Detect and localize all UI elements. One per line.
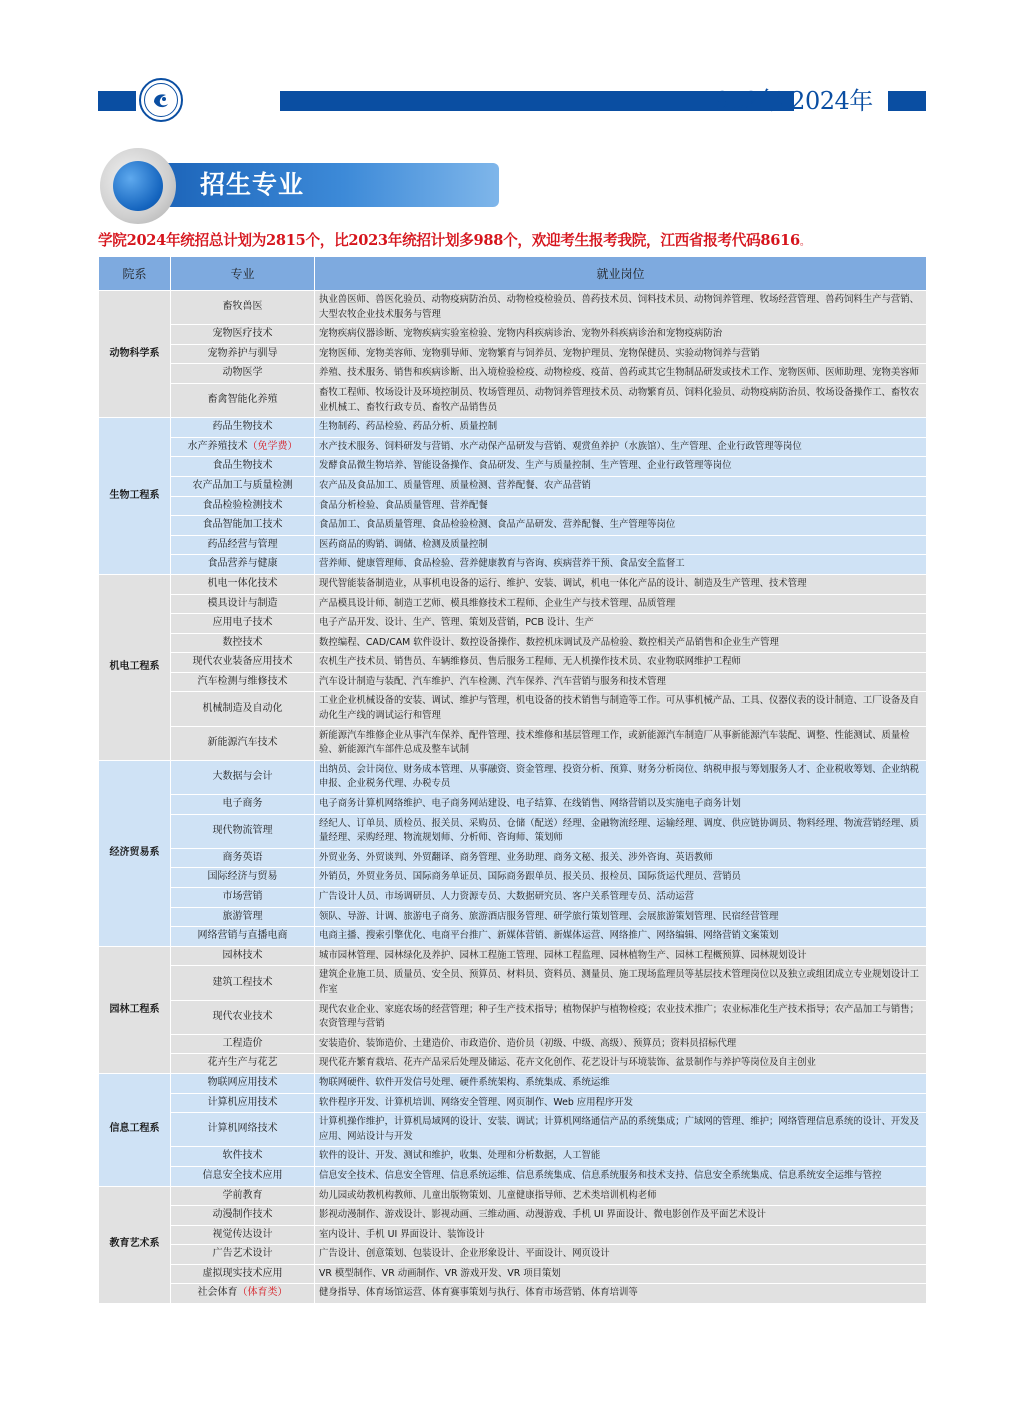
- table-body: [99, 291, 927, 1304]
- major-name: 商务英语: [222, 851, 263, 863]
- major-name: 畜禽智能化养殖: [207, 394, 278, 406]
- table-row: [99, 594, 927, 614]
- jobs-cell: 工业企业机械设备的安装、调试、维护与管理，机电设备的技术销售与制造等工作。可从事机械产品、工具、仪器仪表的设计制造、工厂设备及自动化生产线的调试运行和管理: [315, 692, 927, 726]
- jobs-cell: 信息安全技术、信息安全管理、信息系统运维、信息系统集成、信息系统服务和技术支持、信息安全系统集成、信息系统安全运维与管控: [315, 1166, 927, 1186]
- jobs-cell: 食品分析检验、食品质量管理、营养配餐: [315, 496, 927, 516]
- major-name: 花卉生产与花艺: [207, 1057, 278, 1069]
- table-row: [99, 1073, 927, 1093]
- major-cell: [171, 795, 315, 815]
- jobs-cell: 营养师、健康管理师、食品检验、营养健康教育与咨询、疾病营养干预、食品安全监督工: [315, 555, 927, 575]
- major-cell: [171, 726, 315, 760]
- logo-emblem-icon: [148, 87, 174, 113]
- major-cell: [171, 535, 315, 555]
- table-row: [99, 418, 927, 438]
- major-name: 宠物医疗技术: [212, 328, 273, 340]
- dept-cell: 生物工程系: [99, 418, 171, 575]
- jobs-cell: 广告设计、创意策划、包装设计、企业形象设计、平面设计、网页设计: [315, 1245, 927, 1265]
- section-title: 招生专业: [200, 170, 305, 199]
- major-cell: [171, 966, 315, 1000]
- major-cell: [171, 814, 315, 848]
- table-header-row: [99, 257, 927, 291]
- major-name: 宠物养护与驯导: [207, 347, 278, 359]
- table-row: [99, 1284, 927, 1304]
- table-row: [99, 927, 927, 947]
- table-row: [99, 633, 927, 653]
- header-bar-left: [98, 91, 136, 111]
- major-cell: [171, 1166, 315, 1186]
- major-cell: [171, 1284, 315, 1304]
- table-row: [99, 726, 927, 760]
- major-cell: [171, 1206, 315, 1226]
- jobs-cell: 电子产品开发、设计、生产、管理、策划及营销，PCB 设计、生产: [315, 614, 927, 634]
- major-note: （免学费）: [247, 440, 298, 452]
- major-cell: [171, 555, 315, 575]
- header-major: 专业: [171, 257, 315, 291]
- table-row: [99, 1186, 927, 1206]
- table-row: [99, 457, 927, 477]
- jobs-cell: 计算机操作维护，计算机局域网的设计、安装、调试；计算机网络通信产品的系统集成；广域网的管理、维护；网络管理信息系统的设计、开发及应用、网站设计与开发: [315, 1113, 927, 1147]
- jobs-cell: 室内设计、手机 UI 界面设计、装饰设计: [315, 1225, 927, 1245]
- table-row: [99, 325, 927, 345]
- table-row: [99, 1264, 927, 1284]
- major-cell: [171, 868, 315, 888]
- section-dot-icon: [113, 161, 163, 211]
- jobs-cell: 产品模具设计师、制造工艺师、模具维修技术工程师、企业生产与技术管理、品质管理: [315, 594, 927, 614]
- major-name: 模具设计与制造: [207, 597, 278, 609]
- dept-cell: 机电工程系: [99, 574, 171, 760]
- table-row: [99, 574, 927, 594]
- major-name: 食品生物技术: [212, 460, 273, 472]
- intro-text: [98, 229, 926, 253]
- major-cell: [171, 594, 315, 614]
- table-row: [99, 795, 927, 815]
- jobs-cell: 医药商品的购销、调储、检测及质量控制: [315, 535, 927, 555]
- jobs-cell: 执业兽医师、兽医化验员、动物疫病防治员、动物检疫检验员、兽药技术员、饲料技术员、动物饲养管理、牧场经营管理、兽药饲料生产与营销、大型农牧企业技术服务与管理: [315, 291, 927, 325]
- jobs-cell: 数控编程、CAD/CAM 软件设计、数控设备操作、数控机床调试及产品检验、数控相关产品销售和企业生产管理: [315, 633, 927, 653]
- major-name: 机电一体化技术: [207, 577, 278, 589]
- major-name: 社会体育: [197, 1287, 238, 1299]
- jobs-cell: 健身指导、体育场馆运营、体育赛事策划与执行、体育市场营销、体育培训等: [315, 1284, 927, 1304]
- major-name: 药品经营与管理: [207, 538, 278, 550]
- major-cell: [171, 383, 315, 417]
- major-cell: [171, 574, 315, 594]
- major-cell: [171, 633, 315, 653]
- jobs-cell: 物联网硬件、软件开发信号处理、硬件系统架构、系统集成、系统运维: [315, 1073, 927, 1093]
- table-row: [99, 888, 927, 908]
- jobs-cell: 建筑企业施工员、质量员、安全员、预算员、材料员、资料员、测量员、施工现场监理员等基层技术管理岗位以及独立或组团成立专业规划设计工作室: [315, 966, 927, 1000]
- table-row: [99, 966, 927, 1000]
- table-row: [99, 907, 927, 927]
- major-name: 市场营销: [222, 891, 263, 902]
- major-name: 动物医学: [222, 367, 263, 379]
- major-cell: [171, 760, 315, 794]
- major-cell: [171, 344, 315, 364]
- table-row: [99, 516, 927, 536]
- major-cell: [171, 1093, 315, 1113]
- major-name: 园林技术: [222, 949, 263, 961]
- jobs-cell: 生物制药、药品检验、药品分析、质量控制: [315, 418, 927, 438]
- major-cell: [171, 325, 315, 345]
- major-cell: [171, 496, 315, 516]
- table-row: [99, 1166, 927, 1186]
- logo-inner-ring: [144, 83, 178, 117]
- major-cell: [171, 1073, 315, 1093]
- jobs-cell: 出纳员、会计岗位、财务成本管理、从事融资、资金管理、投资分析、预算、财务分析岗位、纳税申报与筹划服务人才、企业税收筹划、企业纳税申报、企业税务代理、办税专员: [315, 760, 927, 794]
- jobs-cell: 畜牧工程师、牧场设计及环境控制员、牧场管理员、动物饲养管理技术员、动物繁育员、饲料化验员、动物疫病防治员、牧场设备操作工、畜牧农业机械工、畜牧行政专员、畜牧产品销售员: [315, 383, 927, 417]
- major-name: 应用电子技术: [212, 617, 273, 629]
- jobs-cell: 软件程序开发、计算机培训、网络安全管理、网页制作、Web 应用程序开发: [315, 1093, 927, 1113]
- intro-tail: 。: [799, 237, 810, 248]
- jobs-cell: VR 模型制作、VR 动画制作、VR 游戏开发、VR 项目策划: [315, 1264, 927, 1284]
- major-name: 药品生物技术: [212, 421, 273, 433]
- major-cell: [171, 907, 315, 927]
- table-row: [99, 1093, 927, 1113]
- jobs-cell: 现代花卉繁育栽培、花卉产品采后处理及储运、花卉文化创作、花艺设计与环境装饰、盆景制作与养护等岗位及自主创业: [315, 1054, 927, 1074]
- jobs-cell: 领队、导游、计调、旅游电子商务、旅游酒店服务管理、研学旅行策划管理、会展旅游策划管理、民宿经营管理: [315, 907, 927, 927]
- major-name: 食品智能加工技术: [202, 519, 283, 531]
- jobs-cell: 宠物医师、宠物美容师、宠物驯导师、宠物繁育与饲养员、宠物护理员、宠物保健员、实验动物饲养与营销: [315, 344, 927, 364]
- major-cell: [171, 1245, 315, 1265]
- table-row: [99, 535, 927, 555]
- major-cell: [171, 1054, 315, 1074]
- major-name: 食品检验检测技术: [202, 499, 283, 511]
- jobs-cell: 外贸业务、外贸谈判、外贸翻译、商务管理、业务助理、商务文秘、报关、涉外咨询、英语教师: [315, 848, 927, 868]
- major-cell: [171, 1034, 315, 1054]
- year-range: 1952年-2024年: [700, 87, 873, 115]
- major-cell: [171, 1186, 315, 1206]
- major-cell: [171, 457, 315, 477]
- table-row: [99, 496, 927, 516]
- major-cell: [171, 946, 315, 966]
- jobs-cell: 电子商务计算机网络维护、电子商务网站建设、电子结算、在线销售、网络营销以及实施电子商务计划: [315, 795, 927, 815]
- major-name: 畜牧兽医: [222, 301, 263, 313]
- jobs-cell: 新能源汽车维修企业从事汽车保养、配件管理、技术维修和基层管理工作，或新能源汽车制造厂从事新能源汽车装配、调整、性能测试、质量检验、新能源汽车部件总成及整车试制: [315, 726, 927, 760]
- header-jobs: 就业岗位: [315, 257, 927, 291]
- table-row: [99, 692, 927, 726]
- major-name: 广告艺术设计: [212, 1248, 273, 1260]
- dept-cell: 教育艺术系: [99, 1186, 171, 1304]
- major-name: 计算机网络技术: [207, 1123, 278, 1135]
- major-name: 新能源汽车技术: [207, 736, 278, 748]
- major-name: 国际经济与贸易: [207, 871, 278, 883]
- major-name: 旅游管理: [222, 910, 263, 922]
- table-row: [99, 1225, 927, 1245]
- table-row: [99, 672, 927, 692]
- major-name: 动漫制作技术: [212, 1209, 273, 1221]
- table-row: [99, 1206, 927, 1226]
- jobs-cell: 宠物疾病仪器诊断、宠物疾病实验室检验、宠物内科疾病诊治、宠物外科疾病诊治和宠物疫病防治: [315, 325, 927, 345]
- table-row: [99, 555, 927, 575]
- dept-cell: 园林工程系: [99, 946, 171, 1073]
- major-cell: [171, 1000, 315, 1034]
- major-name: 计算机应用技术: [207, 1096, 278, 1108]
- major-cell: [171, 1113, 315, 1147]
- jobs-cell: 影视动漫制作、游戏设计、影视动画、三维动画、动漫游戏、手机 UI 界面设计、微电影创作及平面艺术设计: [315, 1206, 927, 1226]
- major-cell: [171, 927, 315, 947]
- table-row: [99, 364, 927, 384]
- major-name: 大数据与会计: [212, 771, 273, 783]
- table-row: [99, 1000, 927, 1034]
- jobs-cell: 汽车设计制造与装配、汽车维护、汽车检测、汽车保养、汽车营销与服务和技术管理: [315, 672, 927, 692]
- major-name: 现代农业技术: [212, 1010, 273, 1022]
- jobs-cell: 水产技术服务、饲料研发与营销、水产动保产品研发与营销、观赏鱼养护（水族馆）、生产管理、企业行政管理等岗位: [315, 437, 927, 457]
- major-name: 软件技术: [222, 1150, 263, 1162]
- major-cell: [171, 437, 315, 457]
- major-cell: [171, 1147, 315, 1167]
- table-row: [99, 653, 927, 673]
- jobs-cell: 食品加工、食品质量管理、食品检验检测、食品产品研发、营养配餐、生产管理等岗位: [315, 516, 927, 536]
- major-cell: [171, 1225, 315, 1245]
- major-cell: [171, 672, 315, 692]
- major-name: 电子商务: [222, 798, 263, 810]
- major-name: 建筑工程技术: [212, 976, 273, 988]
- major-cell: [171, 614, 315, 634]
- jobs-cell: 养殖、技术服务、销售和疾病诊断、出入境检验检疫、动物检疫、疫苗、兽药或其它生物制品研发或技术工作、宠物医师、医师助理、宠物美容师: [315, 364, 927, 384]
- table-row: [99, 1245, 927, 1265]
- major-name: 视觉传达设计: [212, 1228, 273, 1240]
- major-cell: [171, 1264, 315, 1284]
- dept-cell: 信息工程系: [99, 1073, 171, 1186]
- major-note: （体育类）: [237, 1287, 288, 1299]
- jobs-cell: 电商主播、搜索引擎优化、电商平台推广、新媒体营销、新媒体运营、网络推广、网络编辑、网络营销文案策划: [315, 927, 927, 947]
- major-name: 数控技术: [222, 636, 263, 648]
- dept-cell: 动物科学系: [99, 291, 171, 418]
- table-row: [99, 344, 927, 364]
- table-row: [99, 1113, 927, 1147]
- major-name: 水产养殖技术: [187, 440, 248, 452]
- jobs-cell: 现代农业企业、家庭农场的经营管理；种子生产技术指导；植物保护与植物检疫；农业技术推广；农业标准化生产技术指导；农产品加工与销售；农资管理与营销: [315, 1000, 927, 1034]
- major-name: 汽车检测与维修技术: [197, 675, 288, 687]
- jobs-cell: 农机生产技术员、销售员、车辆维修员、售后服务工程师、无人机操作技术员、农业物联网维护工程师: [315, 653, 927, 673]
- major-cell: [171, 364, 315, 384]
- jobs-cell: 安装造价、装饰造价、土建造价、市政造价、造价员（初级、中级、高级）、预算员；资料员招标代理: [315, 1034, 927, 1054]
- table-row: [99, 291, 927, 325]
- major-name: 物联网应用技术: [207, 1076, 278, 1088]
- dept-cell: 经济贸易系: [99, 760, 171, 946]
- intro-main: 学院2024年统招总计划为2815个，比2023年统招计划多988个，欢迎考生报考我院，江西省报考代码8616: [98, 232, 800, 249]
- table-row: [99, 614, 927, 634]
- college-logo-icon: [139, 78, 183, 122]
- jobs-cell: 外销员，外贸业务员、国际商务单证员、国际商务跟单员、报关员、报检员、国际货运代理员、营销员: [315, 868, 927, 888]
- major-name: 现代农业装备应用技术: [192, 656, 293, 668]
- major-cell: [171, 653, 315, 673]
- table-row: [99, 868, 927, 888]
- major-name: 机械制造及自动化: [202, 702, 283, 714]
- major-cell: [171, 888, 315, 908]
- jobs-cell: 城市园林管理、园林绿化及养护、园林工程施工管理、园林工程监理、园林植物生产、园林工程概预算、园林规划设计: [315, 946, 927, 966]
- header-bar-right: [888, 91, 926, 111]
- table-row: [99, 760, 927, 794]
- major-name: 虚拟现实技术应用: [202, 1267, 283, 1279]
- jobs-cell: 软件的设计、开发、测试和维护，收集、处理和分析数据，人工智能: [315, 1147, 927, 1167]
- header-dept: 院系: [99, 257, 171, 291]
- major-cell: [171, 291, 315, 325]
- jobs-cell: 广告设计人员、市场调研员、人力资源专员、大数据研究员、客户关系管理专员、活动运营: [315, 888, 927, 908]
- table-row: [99, 1034, 927, 1054]
- table-row: [99, 946, 927, 966]
- table-row: [99, 1147, 927, 1167]
- major-cell: [171, 516, 315, 536]
- jobs-cell: 现代智能装备制造业，从事机电设备的运行、维护、安装、调试，机电一体化产品的设计、制造及生产管理、技术管理: [315, 574, 927, 594]
- major-name: 学前教育: [222, 1189, 263, 1201]
- table-row: [99, 848, 927, 868]
- table-row: [99, 814, 927, 848]
- majors-table: [98, 256, 927, 1304]
- major-cell: [171, 418, 315, 438]
- jobs-cell: 农产品及食品加工、质量管理、质量检测、营养配餐、农产品营销: [315, 476, 927, 496]
- major-cell: [171, 476, 315, 496]
- jobs-cell: 发酵食品微生物培养、智能设备操作、食品研发、生产与质量控制、生产管理、企业行政管理等岗位: [315, 457, 927, 477]
- table-row: [99, 437, 927, 457]
- jobs-cell: 幼儿园或幼教机构教师、儿童出版物策划、儿童健康指导师、艺术类培训机构老师: [315, 1186, 927, 1206]
- major-name: 网络营销与直播电商: [197, 930, 288, 942]
- major-name: 信息安全技术应用: [202, 1169, 283, 1181]
- major-name: 农产品加工与质量检测: [192, 479, 293, 491]
- jobs-cell: 经纪人、订单员、质检员、报关员、采购员、仓储（配送）经理、金融物流经理、运输经理、调度、供应链协调员、物料经理、物流营销经理、质量经理、采购经理、物流规划师、分析师、咨询师、策划师: [315, 814, 927, 848]
- major-name: 食品营养与健康: [207, 558, 278, 570]
- table-row: [99, 1054, 927, 1074]
- table-row: [99, 383, 927, 417]
- major-cell: [171, 848, 315, 868]
- major-name: 现代物流管理: [212, 824, 273, 836]
- table-row: [99, 476, 927, 496]
- major-name: 工程造价: [222, 1037, 263, 1049]
- major-cell: [171, 692, 315, 726]
